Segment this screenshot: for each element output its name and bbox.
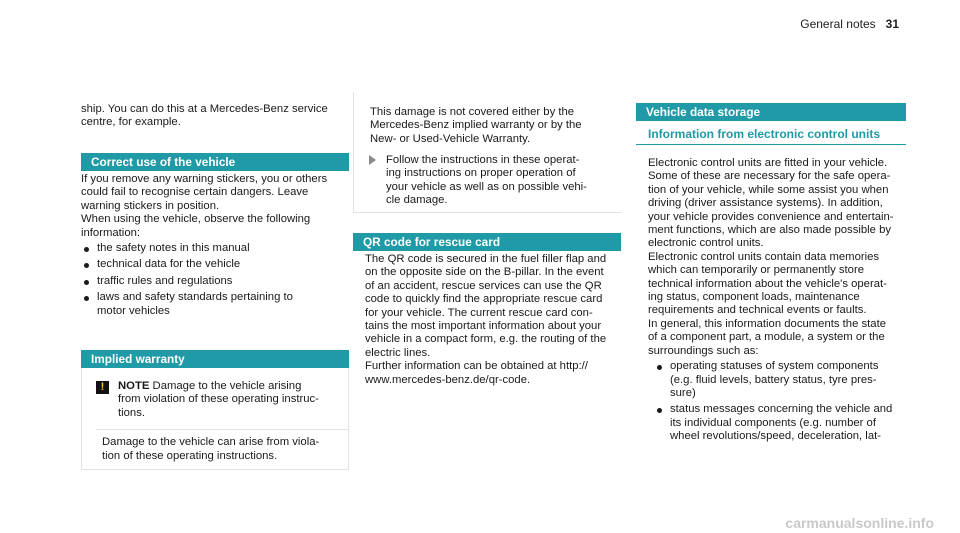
body-line: electric lines. bbox=[365, 346, 431, 359]
note-line: from violation of these operating instruc- bbox=[118, 393, 319, 406]
section-body bbox=[81, 173, 349, 318]
note-line bbox=[118, 380, 348, 393]
body-line: driving (driver assistance systems). In addition, bbox=[648, 197, 883, 210]
bullet-item: the safety notes in this manual bbox=[81, 242, 349, 255]
body-line: warning stickers in position. bbox=[81, 199, 220, 212]
body-line: electronic control units. bbox=[648, 237, 764, 250]
note-line: tions. bbox=[118, 406, 146, 419]
body-line: Further information can be obtained at http:// bbox=[365, 360, 588, 373]
body-line: ment functions, which are also made possible by bbox=[648, 224, 892, 237]
body-line: Electronic control units are fitted in your vehicle. bbox=[648, 157, 888, 169]
body-line: Some of these are necessary for the safe opera- bbox=[648, 170, 891, 183]
body-line: Electronic control units contain data memories bbox=[648, 250, 880, 263]
section-qr-code bbox=[353, 233, 621, 387]
body-line: your vehicle provides convenience and entertain- bbox=[648, 210, 894, 223]
body-line: ing status, component loads, maintenance bbox=[648, 291, 860, 304]
body-line: which can temporarily or permanently store bbox=[648, 264, 864, 277]
intro-text bbox=[81, 103, 349, 130]
section-body bbox=[353, 253, 621, 387]
box-line: This damage is not covered either by the bbox=[370, 106, 575, 118]
note-detail bbox=[82, 436, 348, 463]
subheading: Information from electronic control units bbox=[648, 127, 881, 141]
bullet-list bbox=[648, 360, 906, 443]
instruction bbox=[370, 154, 620, 208]
continued-box bbox=[353, 92, 622, 213]
page-number: 31 bbox=[885, 17, 899, 31]
body-line: When using the vehicle, observe the following bbox=[81, 213, 311, 226]
box-line: Mercedes-Benz implied warranty or by the bbox=[370, 119, 582, 132]
body-line: www.mercedes-benz.de/qr-code. bbox=[365, 373, 531, 386]
intro-line: centre, for example. bbox=[81, 116, 181, 129]
body-line: on the opposite side on the B-pillar. In the event bbox=[365, 266, 604, 279]
body-line: vehicle in a compact form, e.g. the routing of the bbox=[365, 333, 607, 346]
body-line: In general, this information documents the state bbox=[648, 317, 886, 330]
body-line: If you remove any warning stickers, you or others bbox=[81, 173, 328, 185]
bullet-item: traffic rules and regulations bbox=[81, 275, 349, 288]
note-text: Damage to the vehicle arising bbox=[152, 380, 302, 392]
body-line: surroundings such as: bbox=[648, 344, 759, 357]
note-label: NOTE bbox=[118, 380, 150, 392]
watermark: carmanualsonline.info bbox=[785, 515, 934, 531]
section-correct-use bbox=[81, 153, 349, 318]
section-heading: Implied warranty bbox=[81, 350, 349, 368]
header-title: General notes bbox=[800, 17, 876, 31]
bullet-item: technical data for the vehicle bbox=[81, 258, 349, 271]
sub-section bbox=[636, 127, 906, 145]
detail-line: Damage to the vehicle can arise from viola- bbox=[102, 436, 320, 449]
body-line: for your vehicle. The current rescue card con- bbox=[365, 306, 593, 319]
body-line: requirements and technical events or faults. bbox=[648, 304, 867, 317]
box-line: New- or Used-Vehicle Warranty. bbox=[370, 132, 531, 145]
section-heading: QR code for rescue card bbox=[353, 233, 621, 251]
body-line: tion of your vehicle, while some assist you when bbox=[648, 183, 889, 196]
bullet-item: laws and safety standards pertaining to motor vehicles bbox=[81, 291, 349, 318]
instruction-line: ing instructions on proper operation of bbox=[386, 167, 576, 180]
box-text bbox=[370, 106, 620, 146]
bullet-item: operating statuses of system components (e.g. fluid levels, battery status, tyre pres- sure) bbox=[654, 360, 906, 400]
body-line: code to quickly find the appropriate rescue card bbox=[365, 293, 603, 306]
section-vehicle-data bbox=[636, 103, 906, 444]
page-header bbox=[800, 17, 899, 31]
arrow-right-icon bbox=[369, 155, 376, 165]
section-implied-warranty bbox=[81, 350, 349, 470]
body-line: information: bbox=[81, 226, 141, 239]
note-box bbox=[81, 368, 349, 470]
detail-line: tion of these operating instructions. bbox=[102, 449, 278, 462]
body-line: of an accident, rescue services can use the QR bbox=[365, 279, 602, 292]
body-line: tains the most important information about your bbox=[365, 320, 602, 333]
divider bbox=[96, 429, 348, 430]
intro-line: ship. You can do this at a Mercedes-Benz service bbox=[81, 103, 328, 115]
instruction-line: Follow the instructions in these operat- bbox=[386, 154, 580, 166]
instruction-line: your vehicle as well as on possible vehi- bbox=[386, 180, 587, 193]
body-line: The QR code is secured in the fuel filler flap and bbox=[365, 253, 607, 265]
section-heading: Vehicle data storage bbox=[636, 103, 906, 121]
section-body bbox=[636, 157, 906, 444]
section-heading: Correct use of the vehicle bbox=[81, 153, 349, 171]
body-line: technical information about the vehicle's operat- bbox=[648, 277, 887, 290]
instruction-line: cle damage. bbox=[386, 194, 448, 207]
bullet-list bbox=[81, 242, 349, 318]
exclamation-icon: ! bbox=[96, 381, 109, 394]
body-line: of a component part, a module, a system or the bbox=[648, 331, 885, 344]
bullet-item: status messages concerning the vehicle and its individual components (e.g. number of wheel revolutions/speed, deceleration, lat- bbox=[654, 403, 906, 443]
body-line: could fail to recognise certain dangers. Leave bbox=[81, 186, 309, 199]
note-row bbox=[82, 380, 348, 420]
subheading-rule bbox=[636, 144, 906, 145]
